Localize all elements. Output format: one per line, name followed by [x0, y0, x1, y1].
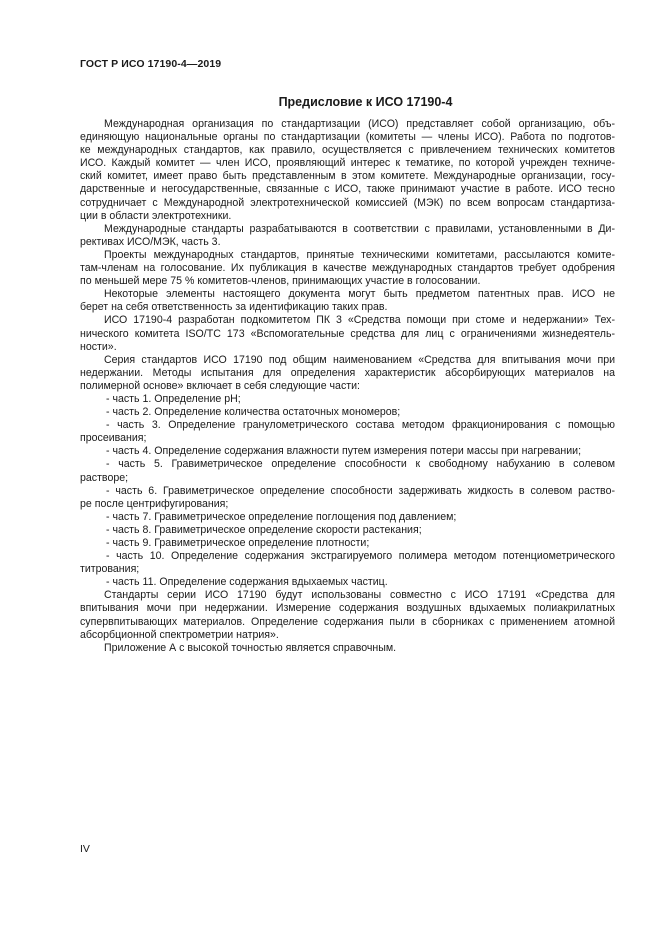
text-line: просеивания; — [80, 432, 147, 445]
text-line: растворе; — [80, 471, 129, 484]
text-line: Серия стандартов ИСО 17190 под общим наименованием «Средства для впитывания мочи при — [104, 353, 615, 366]
list-item: - часть 8. Гравиметрическое определение скорости растекания; — [106, 523, 422, 536]
list-item: - часть 6. Гравиметрическое определение способности задерживать жидкость в солевом раство- — [106, 484, 615, 497]
text-line: ИСО. Каждый комитет — член ИСО, проявляющий интерес к тематике, по которой учрежден техниче- — [80, 157, 615, 170]
text-line: Приложение А с высокой точностью является справочным. — [104, 641, 397, 654]
list-item: - часть 9. Гравиметрическое определение плотности; — [106, 537, 370, 549]
text-line: сотрудничает с Международной электротехнической комиссией (МЭК) по всем вопросам стандартиза- — [80, 196, 615, 209]
document-header: ГОСТ Р ИСО 17190-4—2019 — [80, 58, 222, 70]
preface-body — [80, 118, 615, 655]
text-line: ре после центрифугирования; — [80, 497, 229, 510]
text-line: единяющую национальные органы по стандартизации (комитеты — члены ИСО). Работа по подготов- — [80, 131, 615, 144]
page-number: IV — [80, 843, 90, 855]
list-item: - часть 5. Гравиметрическое определение способности к свободному набуханию в солевом — [106, 458, 615, 471]
text-line: там-членам на голосование. Их публикация в качестве международных стандартов требует одобрения — [80, 262, 615, 275]
page-title: Предисловие к ИСО 17190-4 — [278, 95, 453, 109]
text-line: Проекты международных стандартов, принятые техническими комитетами, рассылаются комите- — [104, 248, 615, 261]
text-line: нического комитета ISO/TC 173 «Вспомогательные средства для лиц с ограничениями жизнедеятель- — [80, 327, 615, 340]
text-line: ский комитет, имеет право быть представленным в этом комитете. Международные организации, госу- — [80, 170, 615, 183]
text-line: ке международных стандартов, как правило, осуществляется с привлечением технических комитетов — [80, 144, 615, 157]
text-line: полимерной основе» включает в себя следующие части: — [80, 379, 360, 392]
text-line: абсорбционной спектрометрии натрия». — [80, 628, 279, 641]
list-item: - часть 4. Определение содержания влажности путем измерения потери массы при нагревании; — [106, 445, 582, 458]
text-line: по меньшей мере 75 % комитетов-членов, принимающих участие в голосовании. — [80, 275, 481, 288]
text-line: Некоторые элементы настоящего документа могут быть предметом патентных прав. ИСО не — [104, 288, 615, 301]
text-line: рективах ИСО/МЭК, часть 3. — [80, 235, 221, 248]
list-item: - часть 10. Определение содержания экстрагируемого полимера методом потенциометрического — [106, 550, 615, 563]
text-line: супервпитывающих материалов. Определение содержания пыли в сборниках с применением атомной — [80, 615, 615, 628]
text-line: ИСО 17190-4 разработан подкомитетом ПК 3 «Средства помощи при стоме и недержании» Тех- — [104, 314, 615, 327]
text-line: Международные стандарты разрабатываются в соответствии с правилами, установленными в Ди- — [104, 222, 615, 235]
list-item: - часть 1. Определение pH; — [106, 392, 241, 405]
text-line: ции в области электротехники. — [80, 209, 232, 222]
list-item: - часть 7. Гравиметрическое определение поглощения под давлением; — [106, 510, 457, 523]
text-line: впитывания мочи при недержании. Измерение содержания воздушных вдыхаемых полиакрилатных — [80, 602, 615, 615]
text-line: титрования; — [80, 563, 140, 576]
text-line: Международная организация по стандартизации (ИСО) представляет собой организацию, объ- — [104, 118, 615, 130]
text-line: недержании. Методы испытания для определения характеристик абсорбирующих материалов на — [80, 366, 615, 379]
text-line: Стандарты серии ИСО 17190 будут использованы совместно с ИСО 17191 «Средства для — [104, 589, 615, 602]
text-line: дарственные и негосударственные, связанные с ИСО, также принимают участие в работе. ИСО тесно — [80, 183, 615, 196]
list-item: - часть 3. Определение гранулометрического состава методом фракционирования с помощью — [106, 419, 615, 432]
list-item: - часть 2. Определение количества остаточных мономеров; — [106, 406, 401, 419]
text-line: ности». — [80, 340, 117, 353]
text-line: берет на себя ответственность за идентификацию таких прав. — [80, 301, 388, 314]
list-item: - часть 11. Определение содержания вдыхаемых частиц. — [106, 576, 388, 589]
